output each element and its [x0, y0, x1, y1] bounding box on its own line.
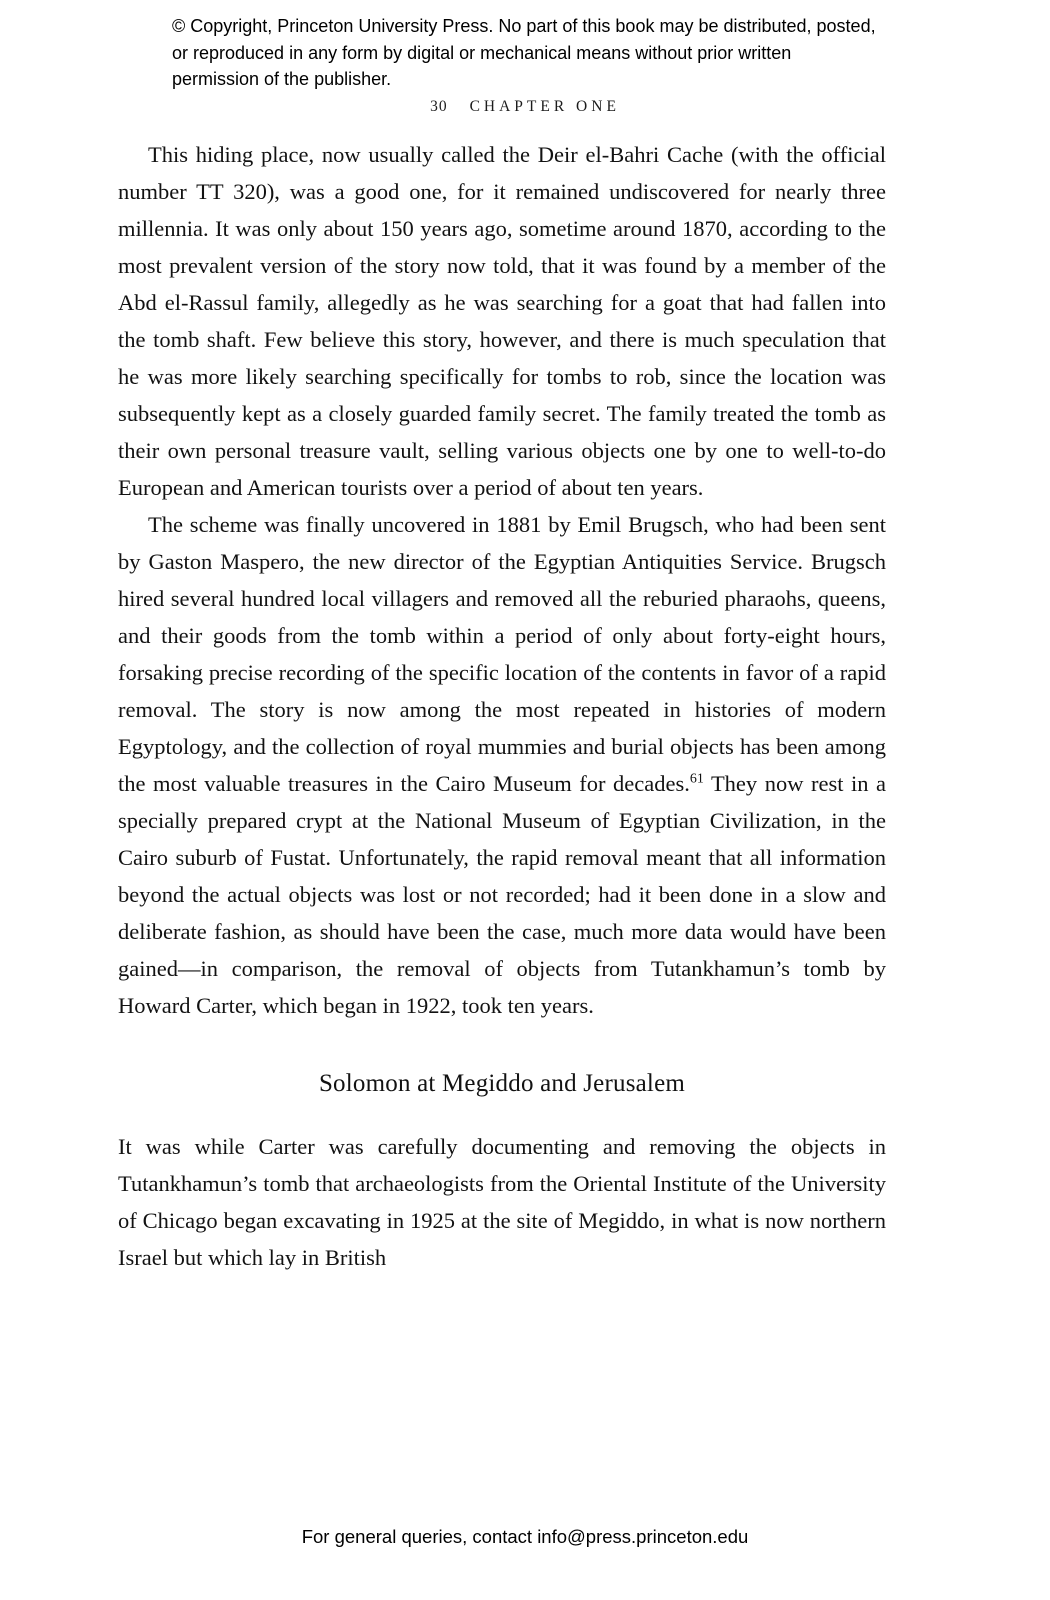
paragraph-deir-el-bahri: This hiding place, now usually called the Deir el-Bahri Cache (with the official number TT 320), was a good one, for it remained undiscovered for nearly three millennia. It was only about 150 years ago, sometime around 1870, according to the most prevalent version of the story now told, that it was found by a member of the Abd el-Rassul family, allegedly as he was searching for a goat that had fallen into the tomb shaft. Few believe this story, however, and there is much speculation that he was more likely searching specifically for tombs to rob, since the location was subsequently kept as a closely guarded family secret. The family treated the tomb as their own personal treasure vault, selling various objects one by one to well-to-do European and American tourists over a period of about ten years.	[118, 142, 886, 500]
footnote-reference: 61	[689, 771, 704, 787]
paragraph-text: The scheme was finally uncovered in 1881 by Emil Brugsch, who had been sent by Gaston Maspero, the new director of the Egyptian Antiquities Service. Brugsch hired several hundred local villagers and removed all the reburied pharaohs, queens, and their goods from the tomb within a period of only about forty-eight hours, forsaking precise recording of the specific location of the contents in favor of a rapid removal. The story is now among the most repeated in histories of modern Egyptology, and the collection of royal mummies and burial objects has been among the most valuable treasures in the Cairo Museum for decades.	[118, 512, 886, 796]
copyright-notice: © Copyright, Princeton University Press. No part of this book may be distributed, posted, or reproduced in any form by digital or mechanical means without prior written permission of the publisher.	[172, 16, 876, 89]
running-head	[0, 98, 1050, 116]
paragraph-megiddo: It was while Carter was carefully documenting and removing the objects in Tutankhamun’s tomb that archaeologists from the Oriental Institute of the University of Chicago began excavating in 1925 at the site of Megiddo, in what is now northern Israel but which lay in British	[118, 1134, 886, 1270]
footer-contact: For general queries, contact info@press.princeton.edu	[301, 1526, 749, 1547]
section-heading: Solomon at Megiddo and Jerusalem	[318, 1070, 686, 1097]
paragraph-text: They now rest in a specially prepared crypt at the National Museum of Egyptian Civilization, in the Cairo suburb of Fustat. Unfortunately, the rapid removal meant that all information beyond the actual objects was lost or not recorded; had it been done in a slow and deliberate fashion, as should have been the case, much more data would have been gained—in comparison, the removal of objects from Tutankhamun’s tomb by Howard Carter, which began in 1922, took ten years.	[118, 771, 886, 1018]
body-text-column	[118, 136, 886, 1276]
paragraph-brugsch	[118, 506, 886, 1024]
chapter-label: CHAPTER ONE	[469, 98, 620, 115]
page-number: 30	[430, 98, 448, 115]
